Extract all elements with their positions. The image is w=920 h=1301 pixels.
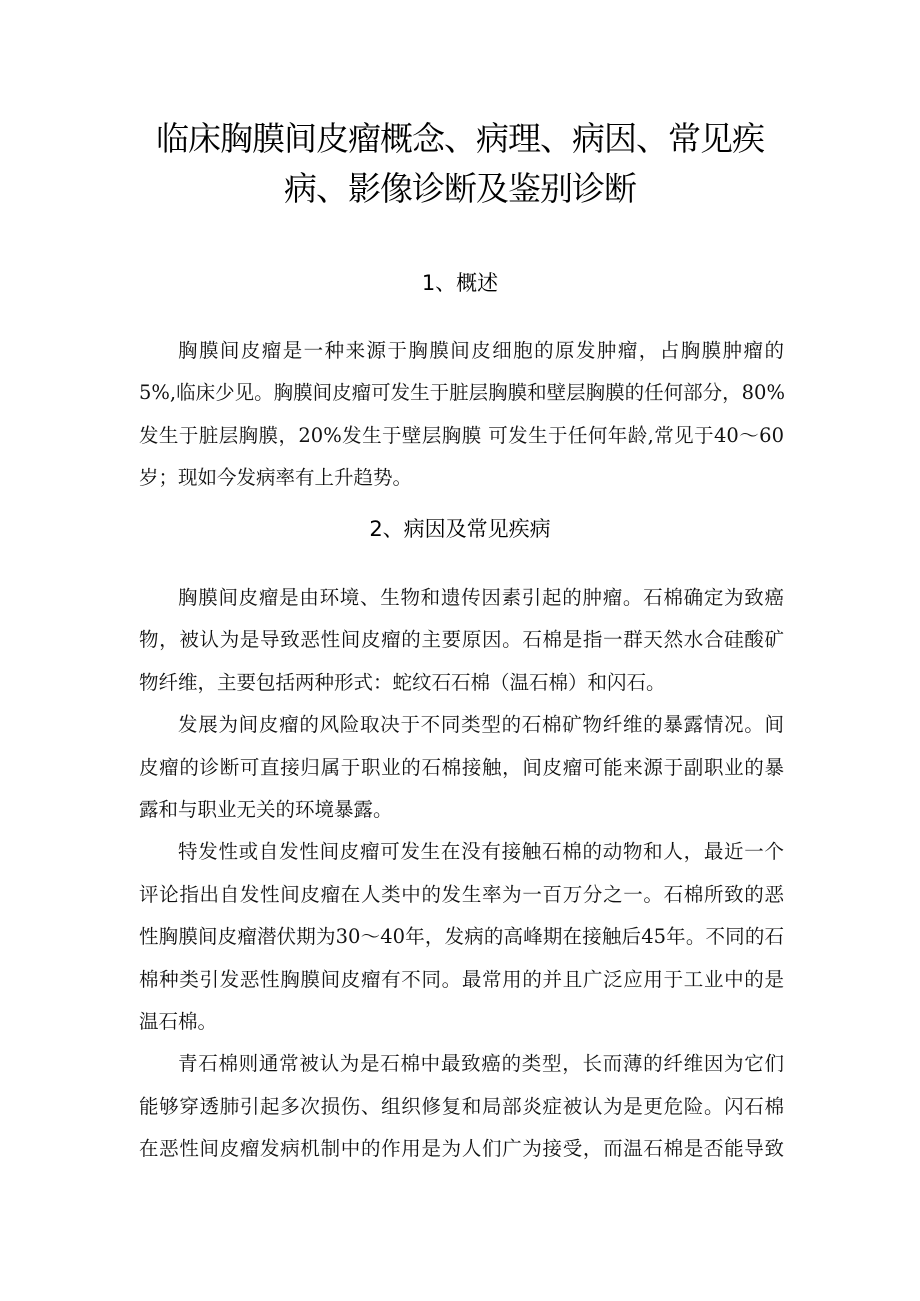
- text-line: 皮瘤的诊断可直接归属于职业的石棉接触，间皮瘤可能来源于副职业的暴: [139, 755, 784, 779]
- text-line: 露和与职业无关的环境暴露。: [139, 797, 393, 821]
- document-title: [100, 114, 820, 214]
- text-line: 胸膜间皮瘤是由环境、生物和遗传因素引起的肿瘤。石棉确定为致癌: [178, 586, 784, 609]
- section-heading-causes: 2、病因及常见疾病: [369, 517, 551, 541]
- text-line: 在恶性间皮瘤发病机制中的作用是为人们广为接受，而温石棉是否能导致: [139, 1137, 784, 1161]
- section-body-overview: [139, 330, 784, 500]
- section-body-causes: [139, 577, 784, 1170]
- text-line: 棉种类引发恶性胸膜间皮瘤有不同。最常用的并且广泛应用于工业中的是: [139, 967, 784, 991]
- text-line: 青石棉则通常被认为是石棉中最致癌的类型，长而薄的纤维因为它们: [178, 1052, 784, 1076]
- text-line: 5%,临床少见。胸膜间皮瘤可发生于脏层胸膜和壁层胸膜的任何部分，80%: [139, 381, 785, 405]
- text-line: 岁；现如今发病率有上升趋势。: [139, 466, 413, 490]
- text-line: 评论指出自发性间皮瘤在人类中的发生率为一百万分之一。石棉所致的恶: [139, 882, 784, 906]
- text-line: 能够穿透肺引起多次损伤、组织修复和局部炎症被认为是更危险。闪石棉: [139, 1094, 784, 1118]
- text-line: 胸膜间皮瘤是一种来源于胸膜间皮细胞的原发肿瘤，占胸膜肿瘤的: [178, 339, 784, 362]
- text-line: 性胸膜间皮瘤潜伏期为30～40年，发病的高峰期在接触后45年。不同的石: [139, 925, 784, 949]
- section-heading-overview: 1、概述: [421, 271, 499, 295]
- text-line: 温石棉。: [139, 1009, 218, 1033]
- text-line: 特发性或自发性间皮瘤可发生在没有接触石棉的动物和人，最近一个: [178, 840, 784, 864]
- title-line: 临床胸膜间皮瘤概念、病理、病因、常见疾: [156, 119, 764, 158]
- text-line: 发展为间皮瘤的风险取决于不同类型的石棉矿物纤维的暴露情况。间: [178, 713, 784, 737]
- text-line: 物，被认为是导致恶性间皮瘤的主要原因。石棉是指一群天然水合硅酸矿: [139, 628, 784, 652]
- text-line: 发生于脏层胸膜，20%发生于壁层胸膜 可发生于任何年龄,常见于40～60: [139, 423, 784, 447]
- title-line: 病、影像诊断及鉴别诊断: [284, 169, 636, 208]
- text-line: 物纤维，主要包括两种形式：蛇纹石石棉（温石棉）和闪石。: [139, 670, 666, 694]
